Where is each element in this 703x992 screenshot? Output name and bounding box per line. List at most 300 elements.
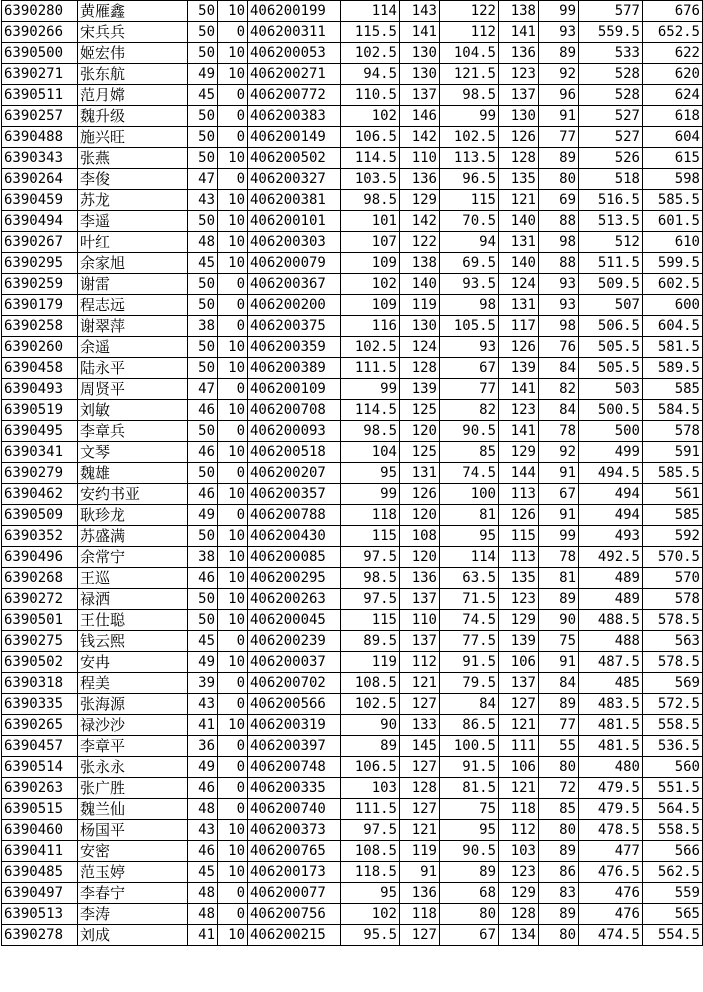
student-name-cell: 李章平 — [78, 736, 188, 757]
bonus-cell: 10 — [218, 547, 248, 568]
subtotal-cell: 476.5 — [579, 862, 643, 883]
score-a-cell: 38 — [188, 316, 218, 337]
student-id-cell: 6390511 — [2, 85, 78, 106]
student-name-cell: 魏升级 — [78, 106, 188, 127]
student-name-cell: 王仕聪 — [78, 610, 188, 631]
score-d-cell: 113.5 — [440, 148, 499, 169]
student-id-cell: 6390502 — [2, 652, 78, 673]
student-id-cell: 6390266 — [2, 22, 78, 43]
table-row — [2, 295, 703, 316]
student-name-cell: 李春宁 — [78, 883, 188, 904]
score-e-cell: 144 — [499, 463, 539, 484]
student-name-cell: 魏兰仙 — [78, 799, 188, 820]
score-c-cell: 138 — [400, 253, 440, 274]
total-cell: 599.5 — [643, 253, 703, 274]
table-row — [2, 484, 703, 505]
subtotal-cell: 509.5 — [579, 274, 643, 295]
score-a-cell: 50 — [188, 274, 218, 295]
score-e-cell: 113 — [499, 484, 539, 505]
score-e-cell: 106 — [499, 757, 539, 778]
table-row — [2, 358, 703, 379]
subtotal-cell: 499 — [579, 442, 643, 463]
table-row — [2, 610, 703, 631]
table-row — [2, 148, 703, 169]
subtotal-cell: 500 — [579, 421, 643, 442]
exam-number-cell: 406200207 — [248, 463, 341, 484]
score-b-cell: 102.5 — [341, 43, 400, 64]
subtotal-cell: 494 — [579, 484, 643, 505]
total-cell: 558.5 — [643, 715, 703, 736]
student-id-cell: 6390341 — [2, 442, 78, 463]
score-e-cell: 111 — [499, 736, 539, 757]
total-cell: 604.5 — [643, 316, 703, 337]
subtotal-cell: 494 — [579, 505, 643, 526]
score-b-cell: 102 — [341, 274, 400, 295]
score-f-cell: 96 — [539, 85, 579, 106]
score-e-cell: 103 — [499, 841, 539, 862]
exam-number-cell: 406200367 — [248, 274, 341, 295]
table-body — [2, 1, 703, 946]
table-row — [2, 568, 703, 589]
score-a-cell: 45 — [188, 631, 218, 652]
student-id-cell: 6390343 — [2, 148, 78, 169]
score-f-cell: 75 — [539, 631, 579, 652]
score-f-cell: 80 — [539, 925, 579, 946]
score-f-cell: 80 — [539, 169, 579, 190]
score-f-cell: 89 — [539, 694, 579, 715]
exam-number-cell: 406200077 — [248, 883, 341, 904]
score-d-cell: 69.5 — [440, 253, 499, 274]
student-name-cell: 钱云熙 — [78, 631, 188, 652]
total-cell: 561 — [643, 484, 703, 505]
total-cell: 578 — [643, 421, 703, 442]
bonus-cell: 0 — [218, 505, 248, 526]
subtotal-cell: 528 — [579, 85, 643, 106]
total-cell: 602.5 — [643, 274, 703, 295]
table-row — [2, 841, 703, 862]
score-c-cell: 118 — [400, 904, 440, 925]
table-row — [2, 64, 703, 85]
score-f-cell: 55 — [539, 736, 579, 757]
score-b-cell: 98.5 — [341, 421, 400, 442]
bonus-cell: 10 — [218, 652, 248, 673]
bonus-cell: 0 — [218, 295, 248, 316]
bonus-cell: 0 — [218, 904, 248, 925]
total-cell: 592 — [643, 526, 703, 547]
score-d-cell: 93.5 — [440, 274, 499, 295]
score-d-cell: 77.5 — [440, 631, 499, 652]
total-cell: 578.5 — [643, 652, 703, 673]
score-b-cell: 114 — [341, 1, 400, 22]
score-a-cell: 47 — [188, 169, 218, 190]
student-name-cell: 王巡 — [78, 568, 188, 589]
student-id-cell: 6390519 — [2, 400, 78, 421]
student-id-cell: 6390496 — [2, 547, 78, 568]
score-a-cell: 50 — [188, 421, 218, 442]
score-e-cell: 138 — [499, 1, 539, 22]
score-e-cell: 124 — [499, 274, 539, 295]
exam-number-cell: 406200079 — [248, 253, 341, 274]
score-c-cell: 136 — [400, 169, 440, 190]
score-d-cell: 74.5 — [440, 463, 499, 484]
bonus-cell: 0 — [218, 463, 248, 484]
exam-number-cell: 406200389 — [248, 358, 341, 379]
subtotal-cell: 518 — [579, 169, 643, 190]
total-cell: 566 — [643, 841, 703, 862]
exam-number-cell: 406200397 — [248, 736, 341, 757]
exam-number-cell: 406200381 — [248, 190, 341, 211]
subtotal-cell: 480 — [579, 757, 643, 778]
exam-number-cell: 406200149 — [248, 127, 341, 148]
table-row — [2, 820, 703, 841]
score-a-cell: 50 — [188, 295, 218, 316]
total-cell: 570 — [643, 568, 703, 589]
score-d-cell: 98.5 — [440, 85, 499, 106]
score-c-cell: 121 — [400, 673, 440, 694]
score-c-cell: 126 — [400, 484, 440, 505]
student-name-cell: 张广胜 — [78, 778, 188, 799]
score-e-cell: 129 — [499, 442, 539, 463]
student-name-cell: 黄雁鑫 — [78, 1, 188, 22]
score-c-cell: 137 — [400, 85, 440, 106]
score-c-cell: 110 — [400, 610, 440, 631]
student-name-cell: 张东航 — [78, 64, 188, 85]
score-b-cell: 97.5 — [341, 547, 400, 568]
score-c-cell: 140 — [400, 274, 440, 295]
score-c-cell: 122 — [400, 232, 440, 253]
score-d-cell: 102.5 — [440, 127, 499, 148]
score-d-cell: 84 — [440, 694, 499, 715]
score-d-cell: 112 — [440, 22, 499, 43]
table-row — [2, 862, 703, 883]
table-row — [2, 442, 703, 463]
score-b-cell: 111.5 — [341, 799, 400, 820]
student-name-cell: 魏雄 — [78, 463, 188, 484]
score-c-cell: 133 — [400, 715, 440, 736]
total-cell: 604 — [643, 127, 703, 148]
exam-number-cell: 406200311 — [248, 22, 341, 43]
score-a-cell: 50 — [188, 106, 218, 127]
score-a-cell: 50 — [188, 1, 218, 22]
subtotal-cell: 493 — [579, 526, 643, 547]
score-a-cell: 49 — [188, 652, 218, 673]
bonus-cell: 0 — [218, 22, 248, 43]
score-d-cell: 122 — [440, 1, 499, 22]
total-cell: 620 — [643, 64, 703, 85]
score-b-cell: 95 — [341, 463, 400, 484]
score-f-cell: 90 — [539, 610, 579, 631]
score-e-cell: 131 — [499, 295, 539, 316]
score-c-cell: 136 — [400, 568, 440, 589]
student-name-cell: 范月嫦 — [78, 85, 188, 106]
exam-number-cell: 406200702 — [248, 673, 341, 694]
score-e-cell: 140 — [499, 211, 539, 232]
score-d-cell: 67 — [440, 358, 499, 379]
bonus-cell: 0 — [218, 106, 248, 127]
score-a-cell: 43 — [188, 694, 218, 715]
score-e-cell: 118 — [499, 799, 539, 820]
student-id-cell: 6390279 — [2, 463, 78, 484]
total-cell: 584.5 — [643, 400, 703, 421]
table-row — [2, 925, 703, 946]
score-a-cell: 36 — [188, 736, 218, 757]
score-table — [1, 0, 703, 946]
score-f-cell: 93 — [539, 295, 579, 316]
subtotal-cell: 481.5 — [579, 715, 643, 736]
subtotal-cell: 476 — [579, 904, 643, 925]
student-id-cell: 6390335 — [2, 694, 78, 715]
score-e-cell: 137 — [499, 85, 539, 106]
exam-number-cell: 406200199 — [248, 1, 341, 22]
student-name-cell: 文琴 — [78, 442, 188, 463]
student-name-cell: 谢雷 — [78, 274, 188, 295]
student-id-cell: 6390514 — [2, 757, 78, 778]
table-row — [2, 883, 703, 904]
score-b-cell: 97.5 — [341, 589, 400, 610]
score-e-cell: 128 — [499, 904, 539, 925]
score-c-cell: 136 — [400, 883, 440, 904]
exam-number-cell: 406200518 — [248, 442, 341, 463]
score-a-cell: 50 — [188, 211, 218, 232]
total-cell: 581.5 — [643, 337, 703, 358]
score-e-cell: 139 — [499, 631, 539, 652]
bonus-cell: 0 — [218, 169, 248, 190]
score-d-cell: 81 — [440, 505, 499, 526]
score-c-cell: 145 — [400, 736, 440, 757]
score-c-cell: 125 — [400, 400, 440, 421]
student-name-cell: 禄沙沙 — [78, 715, 188, 736]
score-f-cell: 84 — [539, 400, 579, 421]
student-id-cell: 6390272 — [2, 589, 78, 610]
score-b-cell: 99 — [341, 379, 400, 400]
exam-number-cell: 406200327 — [248, 169, 341, 190]
student-name-cell: 苏龙 — [78, 190, 188, 211]
score-a-cell: 50 — [188, 22, 218, 43]
score-a-cell: 41 — [188, 715, 218, 736]
score-d-cell: 70.5 — [440, 211, 499, 232]
score-e-cell: 141 — [499, 421, 539, 442]
score-d-cell: 115 — [440, 190, 499, 211]
score-a-cell: 45 — [188, 85, 218, 106]
subtotal-cell: 483.5 — [579, 694, 643, 715]
score-c-cell: 119 — [400, 295, 440, 316]
subtotal-cell: 533 — [579, 43, 643, 64]
exam-number-cell: 406200383 — [248, 106, 341, 127]
subtotal-cell: 511.5 — [579, 253, 643, 274]
total-cell: 562.5 — [643, 862, 703, 883]
table-row — [2, 526, 703, 547]
score-e-cell: 121 — [499, 778, 539, 799]
student-name-cell: 张永永 — [78, 757, 188, 778]
score-b-cell: 115 — [341, 526, 400, 547]
score-b-cell: 119 — [341, 652, 400, 673]
bonus-cell: 10 — [218, 232, 248, 253]
score-b-cell: 102.5 — [341, 337, 400, 358]
score-c-cell: 121 — [400, 820, 440, 841]
score-e-cell: 123 — [499, 589, 539, 610]
score-b-cell: 94.5 — [341, 64, 400, 85]
subtotal-cell: 479.5 — [579, 799, 643, 820]
student-id-cell: 6390494 — [2, 211, 78, 232]
exam-number-cell: 406200788 — [248, 505, 341, 526]
table-row — [2, 316, 703, 337]
student-name-cell: 安冉 — [78, 652, 188, 673]
bonus-cell: 10 — [218, 862, 248, 883]
score-b-cell: 99 — [341, 484, 400, 505]
score-f-cell: 98 — [539, 316, 579, 337]
score-a-cell: 49 — [188, 64, 218, 85]
subtotal-cell: 527 — [579, 127, 643, 148]
subtotal-cell: 528 — [579, 64, 643, 85]
total-cell: 624 — [643, 85, 703, 106]
student-id-cell: 6390485 — [2, 862, 78, 883]
score-b-cell: 108.5 — [341, 673, 400, 694]
score-d-cell: 75 — [440, 799, 499, 820]
table-row — [2, 253, 703, 274]
score-a-cell: 50 — [188, 358, 218, 379]
exam-number-cell: 406200748 — [248, 757, 341, 778]
score-b-cell: 101 — [341, 211, 400, 232]
student-id-cell: 6390295 — [2, 253, 78, 274]
subtotal-cell: 487.5 — [579, 652, 643, 673]
score-e-cell: 128 — [499, 148, 539, 169]
subtotal-cell: 477 — [579, 841, 643, 862]
subtotal-cell: 503 — [579, 379, 643, 400]
score-d-cell: 68 — [440, 883, 499, 904]
table-row — [2, 274, 703, 295]
score-e-cell: 115 — [499, 526, 539, 547]
score-d-cell: 67 — [440, 925, 499, 946]
score-f-cell: 91 — [539, 652, 579, 673]
bonus-cell: 0 — [218, 631, 248, 652]
table-row — [2, 799, 703, 820]
score-d-cell: 91.5 — [440, 652, 499, 673]
total-cell: 589.5 — [643, 358, 703, 379]
score-b-cell: 98.5 — [341, 568, 400, 589]
score-d-cell: 90.5 — [440, 841, 499, 862]
score-d-cell: 81.5 — [440, 778, 499, 799]
score-d-cell: 100 — [440, 484, 499, 505]
bonus-cell: 10 — [218, 43, 248, 64]
student-id-cell: 6390268 — [2, 568, 78, 589]
score-a-cell: 50 — [188, 526, 218, 547]
score-a-cell: 39 — [188, 673, 218, 694]
score-c-cell: 120 — [400, 505, 440, 526]
score-d-cell: 91.5 — [440, 757, 499, 778]
student-id-cell: 6390497 — [2, 883, 78, 904]
score-e-cell: 126 — [499, 127, 539, 148]
exam-number-cell: 406200101 — [248, 211, 341, 232]
score-e-cell: 129 — [499, 883, 539, 904]
bonus-cell: 10 — [218, 484, 248, 505]
student-name-cell: 李俊 — [78, 169, 188, 190]
student-name-cell: 程美 — [78, 673, 188, 694]
score-b-cell: 102.5 — [341, 694, 400, 715]
exam-number-cell: 406200263 — [248, 589, 341, 610]
table-row — [2, 652, 703, 673]
score-b-cell: 110.5 — [341, 85, 400, 106]
score-c-cell: 120 — [400, 547, 440, 568]
exam-number-cell: 406200319 — [248, 715, 341, 736]
student-id-cell: 6390460 — [2, 820, 78, 841]
score-d-cell: 114 — [440, 547, 499, 568]
score-b-cell: 114.5 — [341, 148, 400, 169]
score-c-cell: 130 — [400, 43, 440, 64]
student-id-cell: 6390509 — [2, 505, 78, 526]
score-a-cell: 48 — [188, 883, 218, 904]
subtotal-cell: 494.5 — [579, 463, 643, 484]
score-b-cell: 89 — [341, 736, 400, 757]
exam-number-cell: 406200303 — [248, 232, 341, 253]
score-a-cell: 49 — [188, 757, 218, 778]
table-row — [2, 736, 703, 757]
subtotal-cell: 488 — [579, 631, 643, 652]
subtotal-cell: 505.5 — [579, 337, 643, 358]
score-f-cell: 89 — [539, 148, 579, 169]
score-e-cell: 117 — [499, 316, 539, 337]
table-row — [2, 190, 703, 211]
student-id-cell: 6390515 — [2, 799, 78, 820]
score-b-cell: 116 — [341, 316, 400, 337]
score-f-cell: 86 — [539, 862, 579, 883]
score-a-cell: 45 — [188, 253, 218, 274]
score-c-cell: 112 — [400, 652, 440, 673]
table-row — [2, 1, 703, 22]
student-id-cell: 6390318 — [2, 673, 78, 694]
score-a-cell: 50 — [188, 43, 218, 64]
bonus-cell: 0 — [218, 379, 248, 400]
score-d-cell: 90.5 — [440, 421, 499, 442]
exam-number-cell: 406200335 — [248, 778, 341, 799]
student-name-cell: 李章兵 — [78, 421, 188, 442]
total-cell: 610 — [643, 232, 703, 253]
score-e-cell: 123 — [499, 862, 539, 883]
score-b-cell: 118.5 — [341, 862, 400, 883]
student-name-cell: 余常宁 — [78, 547, 188, 568]
score-b-cell: 102 — [341, 106, 400, 127]
total-cell: 585 — [643, 505, 703, 526]
student-id-cell: 6390495 — [2, 421, 78, 442]
score-e-cell: 112 — [499, 820, 539, 841]
student-id-cell: 6390493 — [2, 379, 78, 400]
score-f-cell: 77 — [539, 715, 579, 736]
score-d-cell: 94 — [440, 232, 499, 253]
exam-number-cell: 406200109 — [248, 379, 341, 400]
score-e-cell: 121 — [499, 715, 539, 736]
score-b-cell: 118 — [341, 505, 400, 526]
score-e-cell: 113 — [499, 547, 539, 568]
score-c-cell: 128 — [400, 358, 440, 379]
subtotal-cell: 513.5 — [579, 211, 643, 232]
score-f-cell: 80 — [539, 757, 579, 778]
subtotal-cell: 489 — [579, 568, 643, 589]
score-e-cell: 135 — [499, 169, 539, 190]
score-e-cell: 139 — [499, 358, 539, 379]
score-f-cell: 88 — [539, 253, 579, 274]
student-name-cell: 张燕 — [78, 148, 188, 169]
score-c-cell: 108 — [400, 526, 440, 547]
bonus-cell: 0 — [218, 127, 248, 148]
subtotal-cell: 489 — [579, 589, 643, 610]
score-b-cell: 98.5 — [341, 190, 400, 211]
score-e-cell: 123 — [499, 400, 539, 421]
score-d-cell: 98 — [440, 295, 499, 316]
student-id-cell: 6390280 — [2, 1, 78, 22]
table-row — [2, 694, 703, 715]
score-a-cell: 46 — [188, 442, 218, 463]
score-a-cell: 41 — [188, 925, 218, 946]
subtotal-cell: 505.5 — [579, 358, 643, 379]
